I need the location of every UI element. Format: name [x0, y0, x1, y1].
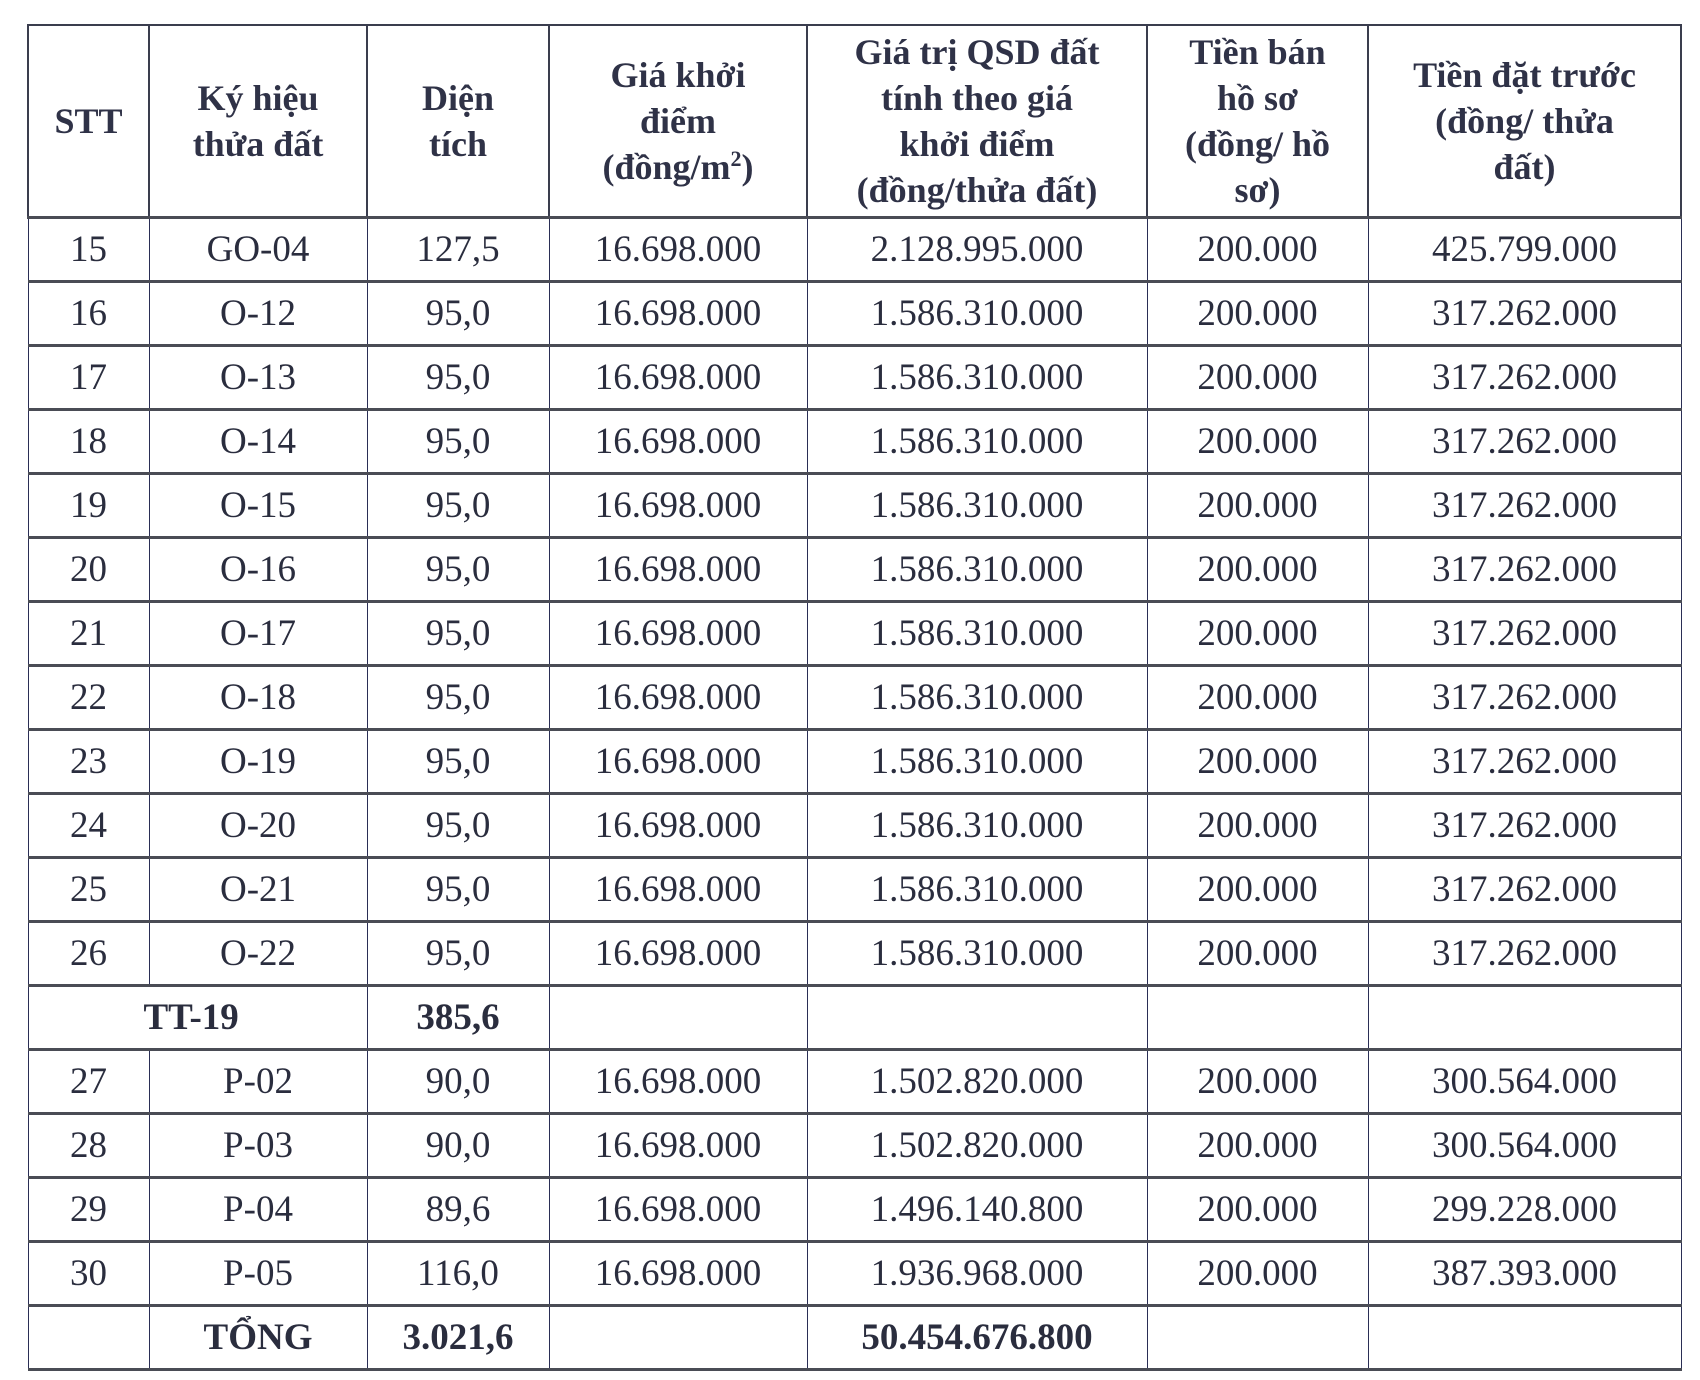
table-row — [28, 1178, 1681, 1242]
total-empty-cell — [28, 1306, 149, 1370]
header-ky-hieu: Ký hiệu thửa đất — [149, 25, 367, 218]
cell-gia-khoi-diem: 16.698.000 — [549, 858, 807, 922]
table-row — [28, 1114, 1681, 1178]
cell-tien-ban-ho-so: 200.000 — [1147, 602, 1368, 666]
table-row — [28, 538, 1681, 602]
table-row — [28, 922, 1681, 986]
cell-gia-tri-qsd: 1.586.310.000 — [807, 474, 1147, 538]
cell-tien-dat-truoc: 317.262.000 — [1368, 858, 1681, 922]
cell-tien-dat-truoc: 317.262.000 — [1368, 602, 1681, 666]
cell-tien-dat-truoc: 317.262.000 — [1368, 794, 1681, 858]
cell-gia-khoi-diem: 16.698.000 — [549, 1242, 807, 1306]
cell-gia-tri-qsd: 2.128.995.000 — [807, 218, 1147, 282]
cell-ky-hieu: P-04 — [149, 1178, 367, 1242]
total-empty-cell — [549, 1306, 807, 1370]
cell-gia-tri-qsd: 1.586.310.000 — [807, 602, 1147, 666]
table-row — [28, 794, 1681, 858]
cell-ky-hieu: O-21 — [149, 858, 367, 922]
cell-stt: 24 — [28, 794, 149, 858]
cell-gia-tri-qsd: 1.586.310.000 — [807, 922, 1147, 986]
group-dien-tich: 385,6 — [367, 986, 549, 1050]
total-empty-cell — [1368, 1306, 1681, 1370]
total-gia-tri-qsd: 50.454.676.800 — [807, 1306, 1147, 1370]
cell-tien-dat-truoc: 317.262.000 — [1368, 282, 1681, 346]
cell-tien-dat-truoc: 317.262.000 — [1368, 410, 1681, 474]
cell-tien-ban-ho-so: 200.000 — [1147, 1114, 1368, 1178]
cell-gia-tri-qsd: 1.496.140.800 — [807, 1178, 1147, 1242]
cell-gia-khoi-diem: 16.698.000 — [549, 218, 807, 282]
group-empty-cell — [549, 986, 807, 1050]
cell-gia-tri-qsd: 1.936.968.000 — [807, 1242, 1147, 1306]
cell-dien-tich: 127,5 — [367, 218, 549, 282]
cell-gia-tri-qsd: 1.502.820.000 — [807, 1114, 1147, 1178]
cell-stt: 22 — [28, 666, 149, 730]
cell-ky-hieu: P-03 — [149, 1114, 367, 1178]
cell-tien-dat-truoc: 317.262.000 — [1368, 474, 1681, 538]
cell-ky-hieu: P-05 — [149, 1242, 367, 1306]
cell-ky-hieu: O-18 — [149, 666, 367, 730]
cell-gia-khoi-diem: 16.698.000 — [549, 1114, 807, 1178]
cell-stt: 27 — [28, 1050, 149, 1114]
cell-stt: 17 — [28, 346, 149, 410]
cell-dien-tich: 95,0 — [367, 346, 549, 410]
cell-tien-ban-ho-so: 200.000 — [1147, 858, 1368, 922]
cell-gia-tri-qsd: 1.502.820.000 — [807, 1050, 1147, 1114]
header-tien-dat-truoc: Tiền đặt trước (đồng/ thửa đất) — [1368, 25, 1681, 218]
cell-dien-tich: 116,0 — [367, 1242, 549, 1306]
cell-gia-khoi-diem: 16.698.000 — [549, 346, 807, 410]
cell-ky-hieu: O-12 — [149, 282, 367, 346]
table-row — [28, 1050, 1681, 1114]
group-label: TT-19 — [28, 986, 367, 1050]
table-row — [28, 410, 1681, 474]
table-row — [28, 282, 1681, 346]
cell-tien-dat-truoc: 387.393.000 — [1368, 1242, 1681, 1306]
cell-dien-tich: 90,0 — [367, 1114, 549, 1178]
cell-gia-khoi-diem: 16.698.000 — [549, 666, 807, 730]
cell-dien-tich: 95,0 — [367, 730, 549, 794]
cell-dien-tich: 95,0 — [367, 794, 549, 858]
cell-dien-tich: 90,0 — [367, 1050, 549, 1114]
cell-gia-tri-qsd: 1.586.310.000 — [807, 858, 1147, 922]
cell-gia-khoi-diem: 16.698.000 — [549, 602, 807, 666]
cell-tien-ban-ho-so: 200.000 — [1147, 1242, 1368, 1306]
cell-gia-khoi-diem: 16.698.000 — [549, 922, 807, 986]
total-label: TỔNG — [149, 1306, 367, 1370]
cell-gia-tri-qsd: 1.586.310.000 — [807, 794, 1147, 858]
cell-gia-tri-qsd: 1.586.310.000 — [807, 666, 1147, 730]
header-stt: STT — [28, 25, 149, 218]
land-auction-table-container — [27, 24, 1682, 1371]
cell-stt: 26 — [28, 922, 149, 986]
cell-gia-tri-qsd: 1.586.310.000 — [807, 410, 1147, 474]
cell-tien-ban-ho-so: 200.000 — [1147, 666, 1368, 730]
cell-gia-khoi-diem: 16.698.000 — [549, 794, 807, 858]
cell-stt: 28 — [28, 1114, 149, 1178]
total-dien-tich: 3.021,6 — [367, 1306, 549, 1370]
cell-gia-khoi-diem: 16.698.000 — [549, 1050, 807, 1114]
cell-dien-tich: 95,0 — [367, 602, 549, 666]
group-empty-cell — [1368, 986, 1681, 1050]
cell-stt: 16 — [28, 282, 149, 346]
cell-ky-hieu: GO-04 — [149, 218, 367, 282]
header-row — [28, 25, 1681, 218]
cell-gia-khoi-diem: 16.698.000 — [549, 410, 807, 474]
cell-tien-ban-ho-so: 200.000 — [1147, 346, 1368, 410]
cell-tien-ban-ho-so: 200.000 — [1147, 1050, 1368, 1114]
cell-tien-ban-ho-so: 200.000 — [1147, 218, 1368, 282]
cell-tien-dat-truoc: 317.262.000 — [1368, 666, 1681, 730]
cell-gia-khoi-diem: 16.698.000 — [549, 538, 807, 602]
cell-ky-hieu: O-17 — [149, 602, 367, 666]
cell-tien-dat-truoc: 299.228.000 — [1368, 1178, 1681, 1242]
table-row — [28, 858, 1681, 922]
cell-dien-tich: 95,0 — [367, 666, 549, 730]
cell-tien-dat-truoc: 317.262.000 — [1368, 538, 1681, 602]
cell-tien-dat-truoc: 425.799.000 — [1368, 218, 1681, 282]
table-row — [28, 346, 1681, 410]
cell-dien-tich: 95,0 — [367, 858, 549, 922]
group-empty-cell — [807, 986, 1147, 1050]
group-subtotal-row — [28, 986, 1681, 1050]
cell-ky-hieu: O-20 — [149, 794, 367, 858]
cell-tien-ban-ho-so: 200.000 — [1147, 730, 1368, 794]
cell-dien-tich: 95,0 — [367, 410, 549, 474]
cell-gia-tri-qsd: 1.586.310.000 — [807, 346, 1147, 410]
cell-stt: 15 — [28, 218, 149, 282]
cell-dien-tich: 89,6 — [367, 1178, 549, 1242]
cell-ky-hieu: P-02 — [149, 1050, 367, 1114]
total-row — [28, 1306, 1681, 1370]
cell-tien-dat-truoc: 317.262.000 — [1368, 922, 1681, 986]
group-empty-cell — [1147, 986, 1368, 1050]
cell-dien-tich: 95,0 — [367, 474, 549, 538]
cell-stt: 23 — [28, 730, 149, 794]
cell-ky-hieu: O-22 — [149, 922, 367, 986]
cell-stt: 18 — [28, 410, 149, 474]
cell-gia-tri-qsd: 1.586.310.000 — [807, 282, 1147, 346]
cell-ky-hieu: O-19 — [149, 730, 367, 794]
cell-tien-dat-truoc: 317.262.000 — [1368, 346, 1681, 410]
land-auction-table — [27, 24, 1682, 1371]
cell-dien-tich: 95,0 — [367, 282, 549, 346]
cell-ky-hieu: O-14 — [149, 410, 367, 474]
cell-tien-ban-ho-so: 200.000 — [1147, 794, 1368, 858]
cell-ky-hieu: O-15 — [149, 474, 367, 538]
header-gia-khoi-diem: Giá khởi điểm $(đồng/m^2)$ — [549, 25, 807, 218]
table-row — [28, 218, 1681, 282]
cell-ky-hieu: O-16 — [149, 538, 367, 602]
table-row — [28, 1242, 1681, 1306]
cell-dien-tich: 95,0 — [367, 538, 549, 602]
cell-tien-dat-truoc: 300.564.000 — [1368, 1050, 1681, 1114]
table-row — [28, 730, 1681, 794]
cell-stt: 21 — [28, 602, 149, 666]
table-row — [28, 666, 1681, 730]
cell-tien-ban-ho-so: 200.000 — [1147, 1178, 1368, 1242]
cell-gia-tri-qsd: 1.586.310.000 — [807, 730, 1147, 794]
cell-stt: 19 — [28, 474, 149, 538]
cell-tien-dat-truoc: 300.564.000 — [1368, 1114, 1681, 1178]
cell-tien-ban-ho-so: 200.000 — [1147, 538, 1368, 602]
table-row — [28, 602, 1681, 666]
cell-stt: 20 — [28, 538, 149, 602]
cell-gia-khoi-diem: 16.698.000 — [549, 1178, 807, 1242]
header-gia-tri-qsd: Giá trị QSD đất tính theo giá khởi điểm (đồng/thửa đất) — [807, 25, 1147, 218]
header-dien-tich: Diện tích — [367, 25, 549, 218]
cell-ky-hieu: O-13 — [149, 346, 367, 410]
cell-gia-khoi-diem: 16.698.000 — [549, 282, 807, 346]
cell-tien-ban-ho-so: 200.000 — [1147, 282, 1368, 346]
cell-gia-khoi-diem: 16.698.000 — [549, 474, 807, 538]
cell-tien-ban-ho-so: 200.000 — [1147, 410, 1368, 474]
cell-gia-tri-qsd: 1.586.310.000 — [807, 538, 1147, 602]
cell-stt: 29 — [28, 1178, 149, 1242]
table-row — [28, 474, 1681, 538]
cell-stt: 30 — [28, 1242, 149, 1306]
cell-tien-dat-truoc: 317.262.000 — [1368, 730, 1681, 794]
header-tien-ban-ho-so: Tiền bán hồ sơ (đồng/ hồ sơ) — [1147, 25, 1368, 218]
cell-dien-tich: 95,0 — [367, 922, 549, 986]
cell-tien-ban-ho-so: 200.000 — [1147, 474, 1368, 538]
cell-gia-khoi-diem: 16.698.000 — [549, 730, 807, 794]
cell-tien-ban-ho-so: 200.000 — [1147, 922, 1368, 986]
cell-stt: 25 — [28, 858, 149, 922]
total-empty-cell — [1147, 1306, 1368, 1370]
